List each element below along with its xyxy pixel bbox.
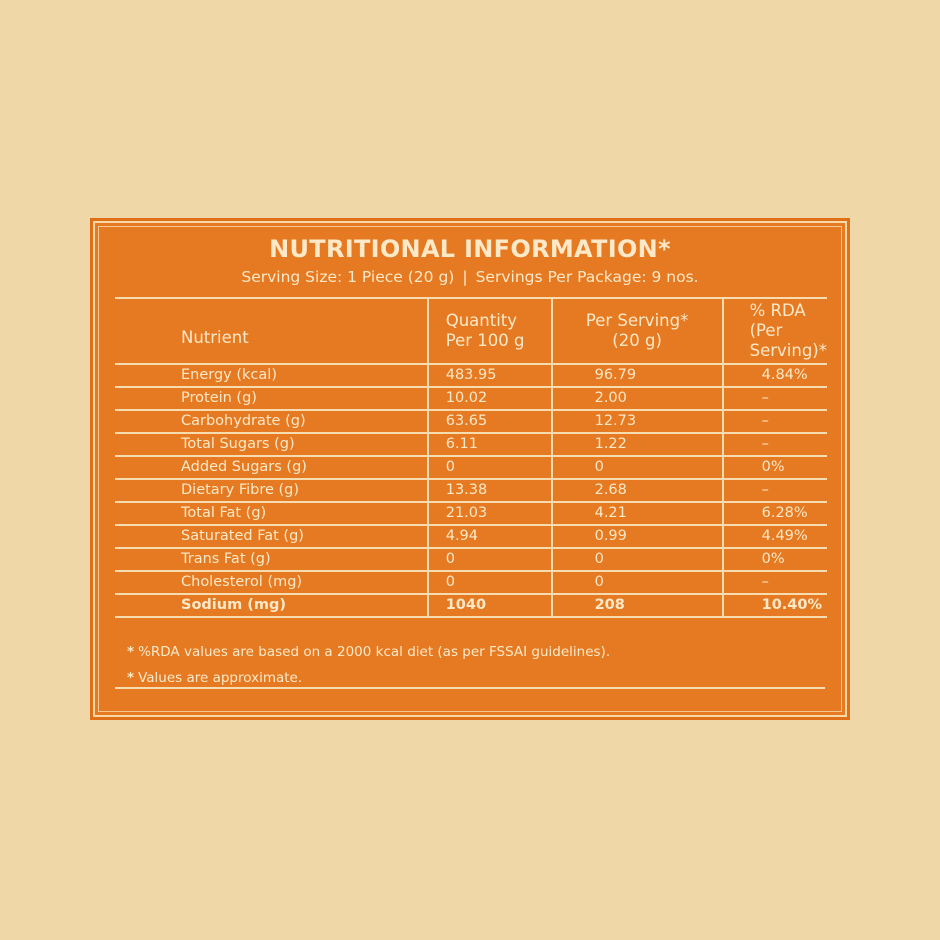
per-serving-value: 0 [552, 571, 723, 594]
footnote-star: * [127, 670, 135, 686]
per-serving-value: 0 [552, 548, 723, 571]
table-row [115, 571, 827, 594]
nutrient-name: Carbohydrate (g) [115, 410, 428, 433]
nutrient-name: Dietary Fibre (g) [115, 479, 428, 502]
table-row [115, 410, 827, 433]
nutrient-name: Added Sugars (g) [115, 456, 428, 479]
serving-info [95, 268, 845, 286]
serving-size: Serving Size: 1 Piece (20 g) [241, 268, 455, 286]
table-row [115, 456, 827, 479]
table-row [115, 479, 827, 502]
rda-value: 0% [723, 456, 827, 479]
rda-value: 10.40% [723, 594, 827, 617]
nutrient-name: Total Sugars (g) [115, 433, 428, 456]
per-serving-value: 12.73 [552, 410, 723, 433]
per-serving-value: 2.68 [552, 479, 723, 502]
nutrition-table [115, 297, 827, 618]
per-100g-value: 63.65 [428, 410, 552, 433]
per-100g-value: 0 [428, 548, 552, 571]
label-title: NUTRITIONAL INFORMATION* [269, 235, 671, 263]
serving-separator: | [462, 268, 468, 286]
per-100g-value: 483.95 [428, 364, 552, 387]
bottom-divider [115, 687, 825, 689]
footnotes [127, 639, 610, 691]
per-100g-value: 21.03 [428, 502, 552, 525]
per-serving-value: 1.22 [552, 433, 723, 456]
table-row [115, 364, 827, 387]
per-serving-value: 96.79 [552, 364, 723, 387]
per-100g-value: 13.38 [428, 479, 552, 502]
per-serving-value: 208 [552, 594, 723, 617]
rda-value: – [723, 387, 827, 410]
rda-value: 6.28% [723, 502, 827, 525]
nutrition-label [93, 221, 847, 717]
footnote-rda: * %RDA values are based on a 2000 kcal diet (as per FSSAI guidelines). [127, 644, 611, 660]
nutrient-name: Energy (kcal) [115, 364, 428, 387]
header-per-100g: Quantity Per 100 g [428, 298, 552, 364]
header-nutrient: Nutrient [115, 298, 428, 364]
footnote-approx: * Values are approximate. [127, 670, 303, 686]
rda-value: 0% [723, 548, 827, 571]
nutrient-name: Total Fat (g) [115, 502, 428, 525]
nutrient-name: Cholesterol (mg) [115, 571, 428, 594]
table-row [115, 502, 827, 525]
per-100g-value: 10.02 [428, 387, 552, 410]
table-row [115, 387, 827, 410]
nutrient-name: Saturated Fat (g) [115, 525, 428, 548]
per-100g-value: 1040 [428, 594, 552, 617]
rda-value: – [723, 479, 827, 502]
table-row [115, 548, 827, 571]
header-per-serving: Per Serving* (20 g) [552, 298, 723, 364]
table-row [115, 594, 827, 617]
nutrient-name: Protein (g) [115, 387, 428, 410]
per-100g-value: 0 [428, 456, 552, 479]
per-100g-value: 0 [428, 571, 552, 594]
table-row [115, 433, 827, 456]
per-serving-value: 4.21 [552, 502, 723, 525]
servings-per-package: Servings Per Package: 9 nos. [475, 268, 699, 286]
rda-value: – [723, 433, 827, 456]
rda-value: 4.49% [723, 525, 827, 548]
footnote-star: * [127, 644, 135, 660]
rda-value: – [723, 410, 827, 433]
header-rda: % RDA (Per Serving)* [723, 298, 827, 364]
per-100g-value: 4.94 [428, 525, 552, 548]
rda-value: 4.84% [723, 364, 827, 387]
per-serving-value: 0.99 [552, 525, 723, 548]
per-serving-value: 0 [552, 456, 723, 479]
header-row [115, 298, 827, 364]
nutrient-name: Trans Fat (g) [115, 548, 428, 571]
nutrient-name: Sodium (mg) [115, 594, 428, 617]
per-100g-value: 6.11 [428, 433, 552, 456]
table-row [115, 525, 827, 548]
per-serving-value: 2.00 [552, 387, 723, 410]
rda-value: – [723, 571, 827, 594]
